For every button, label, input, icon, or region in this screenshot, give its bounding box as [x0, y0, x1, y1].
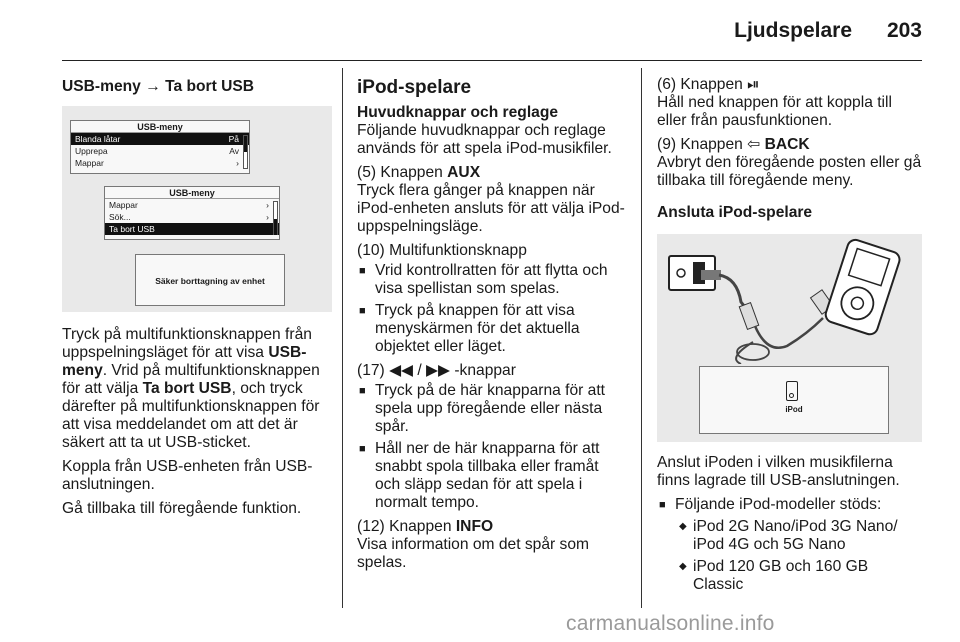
usb-menu-window-2 — [104, 186, 280, 240]
back-button-desc: Avbryt den föregående posten eller gå tillbaka till föregående meny. — [657, 154, 922, 189]
page-number: 203 — [886, 19, 922, 42]
return-paragraph: Gå tillbaka till föregående funktion. — [62, 500, 302, 517]
list-item: ■ Tryck på knappen för att visa menyskärmen för det aktuella objektet eller läget. — [357, 302, 627, 356]
menu-scrollbar — [273, 201, 278, 235]
column-usb-removal — [62, 68, 332, 524]
aux-button-desc: Tryck flera gånger på knappen när iPod-enheten ansluts för att välja iPod-uppspelningsläge. — [357, 182, 625, 235]
list-item: ◆ iPod 120 GB och 160 GB Classic — [657, 558, 922, 594]
instruction-paragraph: Tryck på multifunktionsknappen från uppspelningsläget för att visa USB-meny. Vrid på multifunktionsknappen för att välja Ta bort USB, och tryck därefter på multifunktionsknappen för att visa meddelandet om att det är säkert att ta ut USB-sticket. — [62, 326, 320, 451]
disconnect-paragraph: Koppla från USB-enheten från USB-anslutningen. — [62, 458, 313, 493]
menu-row: Ta bort USB — [105, 223, 279, 235]
list-item: ■ Följande iPod-modeller stöds: — [657, 496, 922, 514]
usb-menu-path-heading: USB-meny → Ta bort USB — [62, 78, 255, 95]
list-item: ◆ iPod 2G Nano/iPod 3G Nano/ iPod 4G och 5G Nano — [657, 518, 922, 554]
list-item: ■ Tryck på de här knapparna för att spela upp föregående eller nästa spår. — [357, 382, 627, 436]
list-item: ■ Håll ner de här knapparna för att snabbt spola tillbaka eller framåt och släpp sedan för att spela i normalt tempo. — [357, 440, 627, 512]
ipod-cable-diagram — [657, 234, 922, 364]
ipod-label: iPod — [785, 405, 803, 414]
column-ipod-controls — [357, 68, 627, 572]
back-button-label: (9) Knappen ⇦ BACK — [657, 136, 810, 153]
ipod-connection-illustration — [657, 234, 922, 442]
page-header — [62, 16, 922, 60]
column-separator — [342, 68, 343, 608]
header-rule — [62, 60, 922, 61]
menu-title: USB-meny — [71, 121, 249, 133]
pause-button-desc: Håll ned knappen för att koppla till eller från pausfunktionen. — [657, 94, 892, 129]
multifunction-label: (10) Multifunktionsknapp — [357, 242, 527, 259]
usb-menu-window-1 — [70, 120, 250, 174]
menu-row: Upprepa Av — [75, 146, 239, 156]
skip-buttons-label: (17) ◀◀ / ▶▶ -knappar — [357, 362, 516, 379]
play-pause-icon: ⏯ — [747, 76, 760, 93]
column-ipod-connect — [657, 68, 922, 594]
watermark: carmanualsonline.info — [566, 612, 775, 635]
menu-row: Sök... › — [109, 212, 269, 222]
menu-scrollbar — [243, 135, 248, 169]
ipod-icon — [786, 381, 798, 401]
connect-heading: Ansluta iPod-spelare — [657, 204, 813, 221]
menu-title: USB-meny — [105, 187, 279, 199]
pause-button-label: (6) Knappen ⏯ — [657, 76, 760, 93]
menu-row: Mappar › — [109, 200, 269, 210]
connect-desc: Anslut iPoden i vilken musikfilerna finns lagrade till USB-anslutningen. — [657, 454, 900, 489]
column-separator — [641, 68, 642, 608]
usb-menu-illustration — [62, 106, 332, 312]
controls-subheading: Huvudknappar och reglage — [357, 104, 559, 121]
safe-removal-notice: Säker borttagning av enhet — [135, 254, 285, 306]
section-title: iPod-spelare — [357, 77, 472, 98]
menu-row: Blanda låtar På — [71, 133, 249, 145]
info-button-desc: Visa information om det spår som spelas. — [357, 536, 589, 571]
back-arrow-icon: ⇦ — [747, 136, 761, 153]
chapter-title: Ljudspelare — [734, 19, 852, 42]
ipod-mode-screen — [699, 366, 889, 434]
aux-button-label: (5) Knappen AUX — [357, 164, 481, 181]
info-button-label: (12) Knappen INFO — [357, 518, 494, 535]
menu-row: Mappar › — [75, 158, 239, 168]
list-item: ■ Vrid kontrollratten för att flytta och visa spellistan som spelas. — [357, 262, 627, 298]
controls-intro: Följande huvudknappar och reglage används för att spela iPod-musikfiler. — [357, 122, 612, 157]
